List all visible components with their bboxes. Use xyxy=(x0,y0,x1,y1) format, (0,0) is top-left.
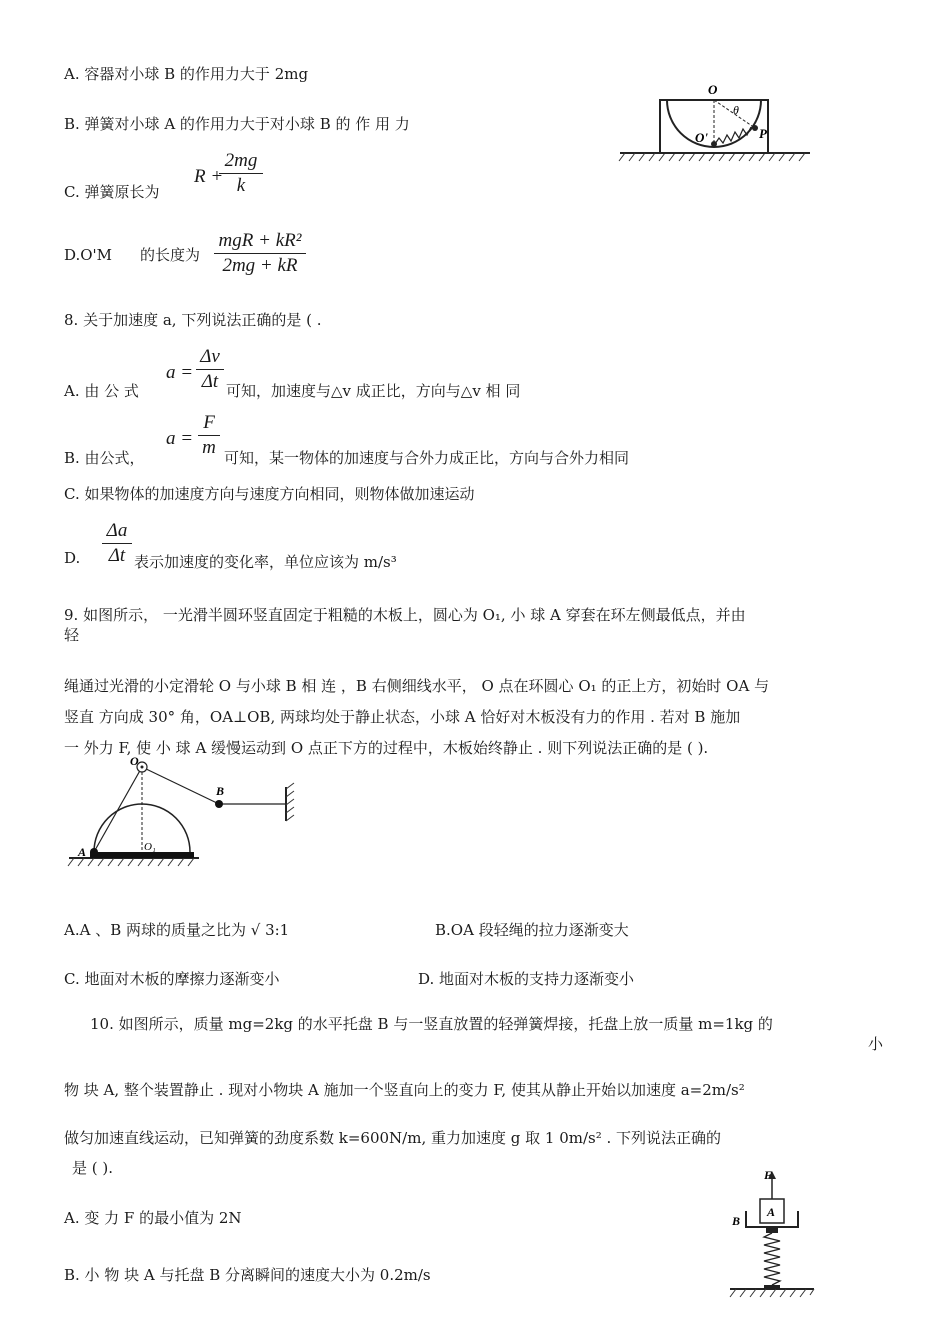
q10-stem-line-1: 10. 如图所示，质量 mg=2kg 的水平托盘 B 与一竖直放置的轻弹簧焊接，托盘上放一质量 m=1kg 的 xyxy=(90,1015,773,1033)
q10-tray-spring-figure xyxy=(720,1165,820,1305)
q7-option-d-label: D.O'M xyxy=(64,246,113,264)
q8-option-b-math-prefix: a = xyxy=(166,428,194,449)
q7-option-a: A. 容器对小球 B 的作用力大于 2mg xyxy=(64,65,309,83)
q10-stem-line-3: 做匀加速直线运动，已知弹簧的劲度系数 k=600N/m, 重力加速度 g 取 1 0m/s² . 下列说法正确的 xyxy=(64,1129,722,1147)
q9-label-a: A xyxy=(78,845,87,859)
fraction-numerator: Δa xyxy=(106,520,128,541)
q7-label-p: P xyxy=(759,126,767,141)
q8-option-a-math-prefix: a = xyxy=(166,362,194,383)
q9-stem-line-2: 绳通过光滑的小定滑轮 O 与小球 B 相 连 ，B 右侧细线水平， O 点在环圆心 O₁ 的正上方，初始时 OA 与 xyxy=(64,677,770,695)
q10-option-b: B. 小 物 块 A 与托盘 B 分离瞬间的速度大小为 0.2m/s xyxy=(64,1266,431,1284)
q10-stem-line-1-wrap: 小 xyxy=(868,1035,884,1053)
q8-option-d-label: D. xyxy=(64,549,81,567)
q8-option-d-text: 表示加速度的变化率，单位应该为 m/s³ xyxy=(134,553,397,571)
q9-stem-line-4: 一 外力 F, 使 小 球 A 缓慢运动到 O 点正下方的过程中，木板始终静止 . 则下列说法正确的是 ( ). xyxy=(64,739,709,757)
q7-label-o-prime: O' xyxy=(695,130,708,145)
fraction-bar xyxy=(214,253,306,254)
fraction-bar xyxy=(102,543,132,544)
q10-label-b: B xyxy=(732,1214,741,1228)
q9-label-b: B xyxy=(216,784,225,798)
q8-option-b-text: 可知，某一物体的加速度与合外力成正比，方向与合外力相同 xyxy=(224,449,630,467)
q10-stem-line-4: 是 ( ). xyxy=(72,1159,114,1177)
q8-option-b-label: B. 由公式， xyxy=(64,449,145,467)
q10-stem-line-2: 物 块 A, 整个装置静止 . 现对小物块 A 施加一个竖直向上的变力 F, 使其从静止开始以加速度 a=2m/s² xyxy=(64,1081,745,1099)
fraction-numerator: Δv xyxy=(200,346,220,367)
q8-option-d-fraction xyxy=(102,520,132,567)
q7-option-c-label: C. 弹簧原长为 xyxy=(64,183,160,201)
q9-option-d: D. 地面对木板的支持力逐渐变小 xyxy=(418,970,635,988)
q8-option-b-fraction xyxy=(198,412,220,459)
q10-label-f: F xyxy=(764,1168,773,1182)
q9-label-o1: O₁ xyxy=(144,841,156,853)
q7-option-d-fraction xyxy=(214,230,306,277)
fraction-denominator: k xyxy=(236,175,246,196)
q7-label-o: O xyxy=(708,82,718,97)
q9-ring-pulley-figure xyxy=(64,755,304,875)
fraction-numerator: F xyxy=(203,412,215,433)
q7-bowl-spring-figure xyxy=(615,80,815,170)
q9-option-b: B.OA 段轻绳的拉力逐渐变大 xyxy=(435,921,629,939)
fraction-denominator: Δt xyxy=(108,545,126,566)
fraction-denominator: m xyxy=(202,437,216,458)
q8-option-a-label: A. 由 公 式 xyxy=(64,382,139,400)
fraction-numerator: 2mg xyxy=(224,150,258,171)
q7-option-c-fraction xyxy=(219,150,263,197)
q7-label-theta: θ xyxy=(733,103,739,117)
q7-option-c-math-prefix: R + xyxy=(194,166,224,187)
q8-stem: 8. 关于加速度 a, 下列说法正确的是 ( . xyxy=(64,311,322,329)
q8-option-c: C. 如果物体的加速度方向与速度方向相同，则物体做加速运动 xyxy=(64,485,475,503)
q9-stem-line-3: 竖直 方向成 30° 角，OA⊥OB, 两球均处于静止状态，小球 A 恰好对木板没有力的作用 . 若对 B 施加 xyxy=(64,708,741,726)
fraction-denominator: Δt xyxy=(201,371,219,392)
fraction-bar xyxy=(198,435,220,436)
fraction-bar xyxy=(219,173,263,174)
q8-option-a-fraction xyxy=(196,346,224,393)
q8-option-a-text: 可知，加速度与△v 成正比，方向与△v 相 同 xyxy=(226,382,521,400)
q10-label-a: A xyxy=(767,1205,776,1219)
q9-label-o: O xyxy=(130,755,139,768)
q7-option-d-text: 的长度为 xyxy=(140,246,201,264)
q9-stem-line-1-wrap: 轻 xyxy=(64,626,80,644)
q9-option-a: A.A 、B 两球的质量之比为 √ 3:1 xyxy=(64,921,290,939)
q9-option-c: C. 地面对木板的摩擦力逐渐变小 xyxy=(64,970,280,988)
q10-option-a: A. 变 力 F 的最小值为 2N xyxy=(64,1209,242,1227)
fraction-bar xyxy=(196,369,224,370)
q7-option-b: B. 弹簧对小球 A 的作用力大于对小球 B 的 作 用 力 xyxy=(64,115,410,133)
q9-stem-line-1: 9. 如图所示， 一光滑半圆环竖直固定于粗糙的木板上，圆心为 O₁, 小 球 A 穿套在环左侧最低点，并由 xyxy=(64,606,746,624)
fraction-numerator: mgR + kR² xyxy=(218,230,302,251)
fraction-denominator: 2mg + kR xyxy=(222,255,298,276)
